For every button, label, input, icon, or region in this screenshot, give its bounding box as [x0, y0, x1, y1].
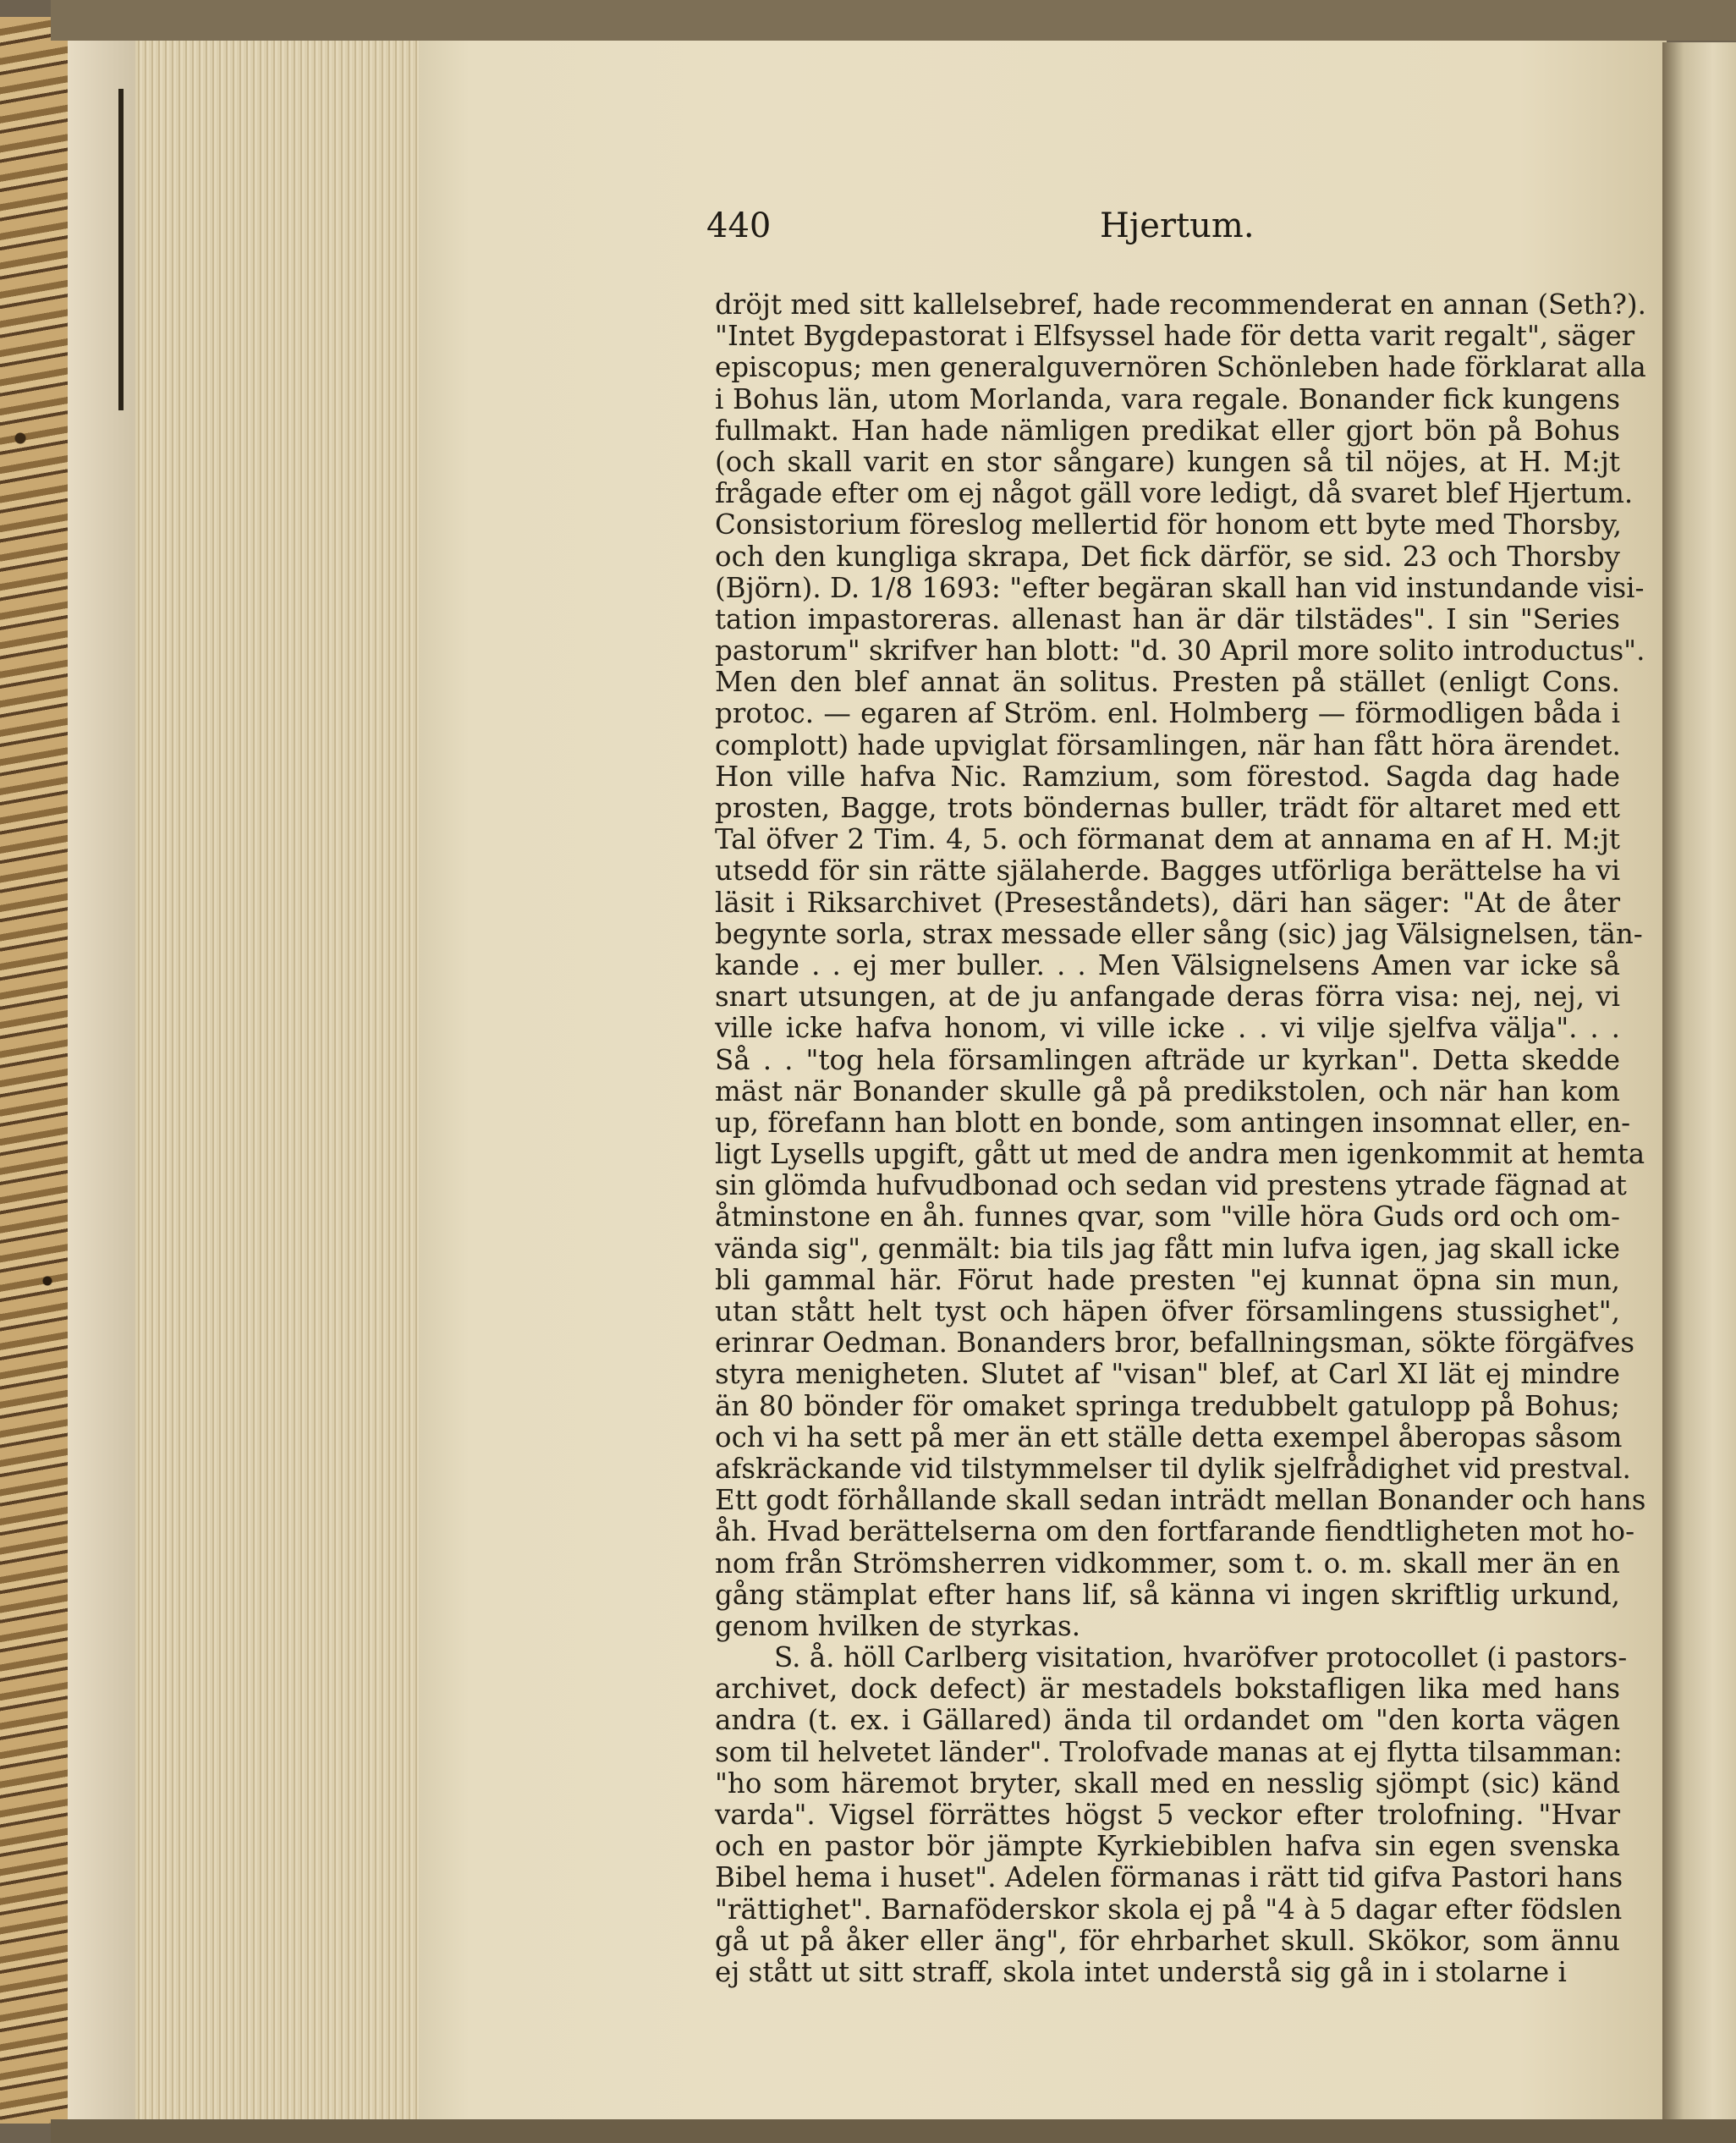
- page-number: 440: [706, 206, 772, 245]
- text-line: Hon ville hafva Nic. Ramzium, som förestod. Sagda dag hade: [715, 760, 1620, 793]
- text-line: bli gammal här. Förut hade presten "ej kunnat öpna sin mun,: [715, 1263, 1620, 1296]
- text-line: utsedd för sin rätte själaherde. Bagges utförliga berättelse ha vi: [715, 854, 1620, 887]
- text-line: nom från Strömsherren vidkommer, som t. o. m. skall mer än en: [715, 1547, 1620, 1580]
- text-line: Men den blef annat än solitus. Presten på stället (enligt Cons.: [715, 666, 1620, 699]
- text-line: snart utsungen, at de ju anfangade deras förra visa: nej, nej, vi: [715, 981, 1620, 1014]
- text-line: åh. Hvad berättelserna om den fortfarande fiendtligheten mot ho-: [715, 1515, 1635, 1548]
- text-line: episcopus; men generalguvernören Schönleben hade förklarat alla: [715, 351, 1646, 384]
- text-line: fullmakt. Han hade nämligen predikat eller gjort bön på Bohus: [715, 414, 1620, 447]
- text-line: dröjt med sitt kallelsebref, hade recommenderat en annan (Seth?).: [715, 288, 1646, 321]
- text-line: "Intet Bygdepastorat i Elfsyssel hade för detta varit regalt", säger: [715, 320, 1635, 353]
- text-line: begynte sorla, strax messade eller sång (sic) jag Välsignelsen, tän-: [715, 917, 1643, 950]
- running-head: Hjertum.: [1100, 206, 1255, 245]
- text-line: Tal öfver 2 Tim. 4, 5. och förmanat dem at annama en af H. M:jt: [715, 823, 1620, 856]
- text-line: ville icke hafva honom, vi ville icke . . vi vilje sjelfva välja". . .: [715, 1012, 1620, 1045]
- text-line: och vi ha sett på mer än ett ställe detta exempel åberopas såsom: [715, 1420, 1623, 1453]
- book-binding: [0, 17, 69, 2124]
- text-line: utan stått helt tyst och häpen öfver församlingens stussighet",: [715, 1295, 1620, 1327]
- text-line: genom hvilken de styrkas.: [715, 1609, 1081, 1642]
- text-line: "rättighet". Barnaföderskor skola ej på "4 à 5 dagar efter födslen: [715, 1893, 1623, 1926]
- text-line: och den kungliga skrapa, Det fick därför, se sid. 23 och Thorsby: [715, 540, 1620, 573]
- text-line: Consistorium föreslog mellertid för honom ett byte med Thorsby,: [715, 508, 1622, 541]
- text-line: åtminstone en åh. funnes qvar, som "ville höra Guds ord och om-: [715, 1201, 1620, 1234]
- text-line: mäst när Bonander skulle gå på predikstolen, och när han kom: [715, 1074, 1620, 1107]
- text-line: varda". Vigsel förrättes högst 5 veckor efter trolofning. "Hvar: [715, 1799, 1620, 1831]
- text-line: protoc. — egaren af Ström. enl. Holmberg — förmodligen båda i: [715, 697, 1620, 730]
- text-line: pastorum" skrifver han blott: "d. 30 April more solito introductus".: [715, 635, 1645, 668]
- body-text: [715, 288, 1646, 1988]
- page-stack-edge: [135, 38, 423, 2124]
- text-line: Så . . "tog hela församlingen afträde ur kyrkan". Detta skedde: [715, 1043, 1620, 1076]
- text-line: afskräckande vid tilstymmelser til dylik sjelfrådighet vid prestval.: [715, 1452, 1631, 1485]
- text-line: archivet, dock defect) är mestadels bokstafligen lika med hans: [715, 1673, 1620, 1706]
- text-line: tation impastoreras. allenast han är där tilstädes". I sin "Series: [715, 602, 1620, 635]
- cover-line: [118, 89, 124, 410]
- text-line: prosten, Bagge, trots böndernas buller, trädt för altaret med ett: [715, 792, 1620, 824]
- cover-edge: [68, 38, 136, 2128]
- text-line: ligt Lysells upgift, gått ut med de andra men igenkommit at hemta: [715, 1138, 1645, 1171]
- bottom-edge: [51, 2119, 1736, 2143]
- text-line: i Bohus län, utom Morlanda, vara regale. Bonander fick kungens: [715, 382, 1620, 415]
- text-line: än 80 bönder för omaket springa tredubbelt gatulopp på Bohus;: [715, 1389, 1620, 1422]
- text-line: S. å. höll Carlberg visitation, hvaröfver protocollet (i pastors-: [774, 1641, 1628, 1674]
- text-line: sin glömda hufvudbonad och sedan vid prestens ytrade fägnad at: [715, 1169, 1627, 1202]
- text-line: ej stått ut sitt straff, skola intet understå sig gå in i stolarne i: [715, 1955, 1567, 1988]
- text-line: och en pastor bör jämpte Kyrkiebiblen hafva sin egen svenska: [715, 1830, 1620, 1863]
- text-line: up, förefann han blott en bonde, som antingen insomnat eller, en-: [715, 1106, 1631, 1139]
- text-line: andra (t. ex. i Gällared) ända til ordandet om "den korta vägen: [715, 1704, 1620, 1737]
- text-line: gå ut på åker eller äng", för ehrbarhet skull. Skökor, som ännu: [715, 1924, 1620, 1957]
- text-line: complott) hade upviglat församlingen, när han fått höra ärendet.: [715, 728, 1621, 761]
- text-line: erinrar Oedman. Bonanders bror, befallningsman, sökte förgäfves: [715, 1327, 1635, 1360]
- text-line: Bibel hema i huset". Adelen förmanas i rätt tid gifva Pastori hans: [715, 1861, 1623, 1894]
- top-edge: [51, 0, 1736, 41]
- text-line: kande . . ej mer buller. . . Men Välsignelsens Amen var icke så: [715, 948, 1620, 981]
- text-line: frågade efter om ej något gäll vore ledigt, då svaret blef Hjertum.: [715, 477, 1634, 510]
- text-line: Ett godt förhållande skall sedan inträdt mellan Bonander och hans: [715, 1484, 1646, 1517]
- text-line: vända sig", genmält: bia tils jag fått min lufva igen, jag skall icke: [715, 1232, 1620, 1265]
- text-line: "ho som häremot bryter, skall med en nesslig sjömpt (sic) känd: [715, 1767, 1620, 1800]
- text-line: som til helvetet länder". Trolofvade manas at ej flytta tilsamman:: [715, 1735, 1623, 1768]
- text-line: läsit i Riksarchivet (Preseståndets), däri han säger: "At de åter: [715, 886, 1620, 919]
- facing-page-edge: [1662, 42, 1736, 2124]
- text-line: (och skall varit en stor sångare) kungen så til nöjes, at H. M:jt: [715, 445, 1620, 478]
- text-line: (Björn). D. 1/8 1693: "efter begäran skall han vid instundande visi-: [715, 571, 1645, 604]
- text-line: styra menigheten. Slutet af "visan" blef, at Carl XI lät ej mindre: [715, 1358, 1620, 1391]
- text-line: gång stämplat efter hans lif, så känna vi ingen skriftlig urkund,: [715, 1578, 1620, 1611]
